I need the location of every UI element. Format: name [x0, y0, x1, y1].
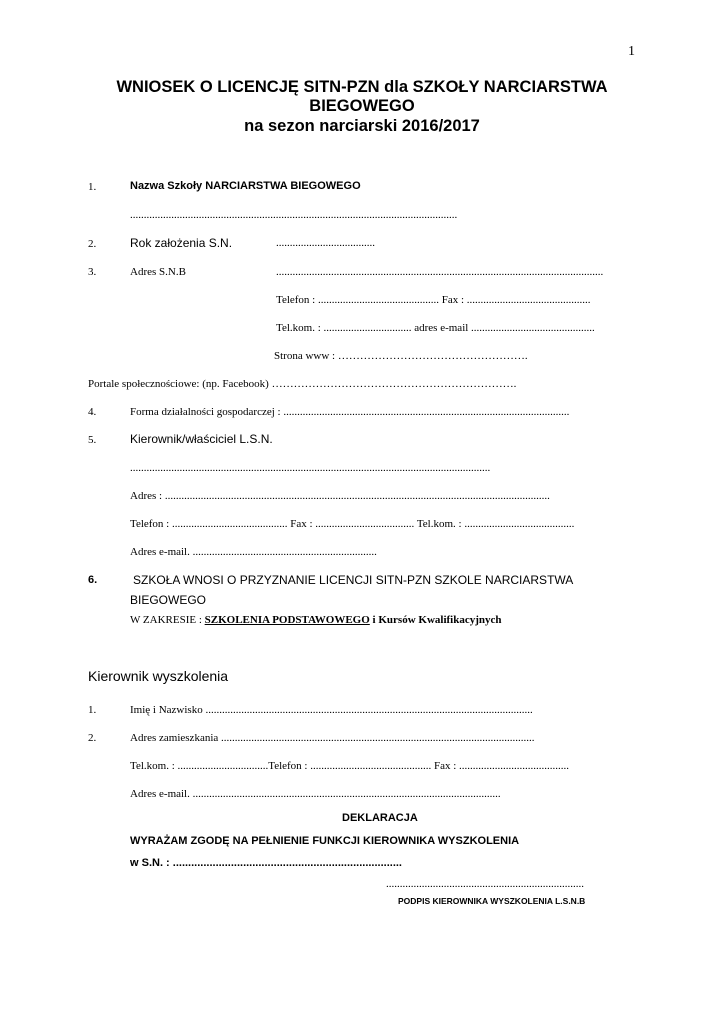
section4-number: 4. [88, 406, 97, 418]
scope-suffix: i Kursów Kwalifikacyjnych [372, 614, 502, 626]
school-mobile-email-field[interactable]: Tel.kom. : ................................ adres e-mail ............................................. [276, 322, 595, 334]
school-name-label: Nazwa Szkoły NARCIARSTWA BIEGOWEGO [130, 180, 361, 192]
school-phone-fax-field[interactable]: Telefon : ............................................ Fax : ............................................. [276, 294, 591, 306]
form-title-line3: na sezon narciarski 2016/2017 [244, 117, 480, 135]
signature-field[interactable]: ........................................................................ [386, 878, 584, 890]
school-address-label: Adres S.N.B [130, 266, 186, 278]
manager-item1-number: 1. [88, 704, 97, 716]
founding-year-field[interactable]: .................................... [276, 237, 375, 249]
manager-phone-field[interactable]: Tel.kom. : .................................Telefon : ............................................ Fax : ........................................ [130, 760, 570, 772]
section5-number: 5. [88, 434, 97, 446]
manager-email-field[interactable]: Adres e-mail. ................................................................................................................ [130, 788, 501, 800]
form-title-line2: BIEGOWEGO [309, 97, 415, 115]
owner-label: Kierownik/właściciel L.S.N. [130, 432, 273, 446]
form-title-line1: WNIOSEK O LICENCJĘ SITN-PZN dla SZKOŁY NARCIARSTWA [116, 78, 608, 96]
business-form-field[interactable]: Forma działalności gospodarczej : ........................................................................................................ [130, 406, 570, 418]
owner-phone-field[interactable]: Telefon : .......................................... Fax : .................................... Tel.kom. : ........................................ [130, 518, 575, 530]
school-address-field[interactable]: ....................................................................................................................... [276, 266, 604, 278]
section6-number: 6. [88, 574, 98, 586]
school-name-field[interactable]: ....................................................................................................................... [130, 209, 458, 221]
declaration-heading: DEKLARACJA [342, 812, 418, 824]
manager-item2-number: 2. [88, 732, 97, 744]
license-scope-line [130, 614, 502, 626]
section3-number: 3. [88, 266, 97, 278]
school-website-field[interactable]: Strona www : ……………………………………………. [274, 350, 528, 362]
scope-basic-training: SZKOLENIA PODSTAWOWEGO [204, 614, 370, 626]
owner-name-field[interactable]: ................................................................................................................................... [130, 462, 491, 474]
training-manager-heading: Kierownik wyszkolenia [88, 668, 229, 684]
page-number: 1 [628, 44, 635, 59]
manager-name-field[interactable]: Imię i Nazwisko ....................................................................................................................... [130, 704, 533, 716]
scope-prefix: W ZAKRESIE : [130, 614, 202, 626]
license-request-line2: BIEGOWEGO [130, 593, 207, 607]
manager-address-field[interactable]: Adres zamieszkania .................................................................................................................. [130, 732, 535, 744]
section1-number: 1. [88, 181, 97, 193]
owner-email-field[interactable]: Adres e-mail. ................................................................... [130, 546, 377, 558]
declaration-school-field[interactable]: w S.N. : ........................................................................... [130, 857, 402, 869]
declaration-consent-line: WYRAŻAM ZGODĘ NA PEŁNIENIE FUNKCJI KIEROWNIKA WYSZKOLENIA [130, 835, 520, 847]
owner-address-field[interactable]: Adres : ............................................................................................................................................ [130, 490, 550, 502]
founding-year-label: Rok założenia S.N. [130, 236, 233, 250]
social-media-field[interactable]: Portale społecznościowe: (np. Facebook) …………………………………………………………. [88, 378, 517, 390]
license-request-line1: SZKOŁA WNOSI O PRZYZNANIE LICENCJI SITN-PZN SZKOLE NARCIARSTWA [133, 573, 574, 587]
section2-number: 2. [88, 238, 97, 250]
signature-label: PODPIS KIEROWNIKA WYSZKOLENIA L.S.N.B [398, 896, 586, 906]
